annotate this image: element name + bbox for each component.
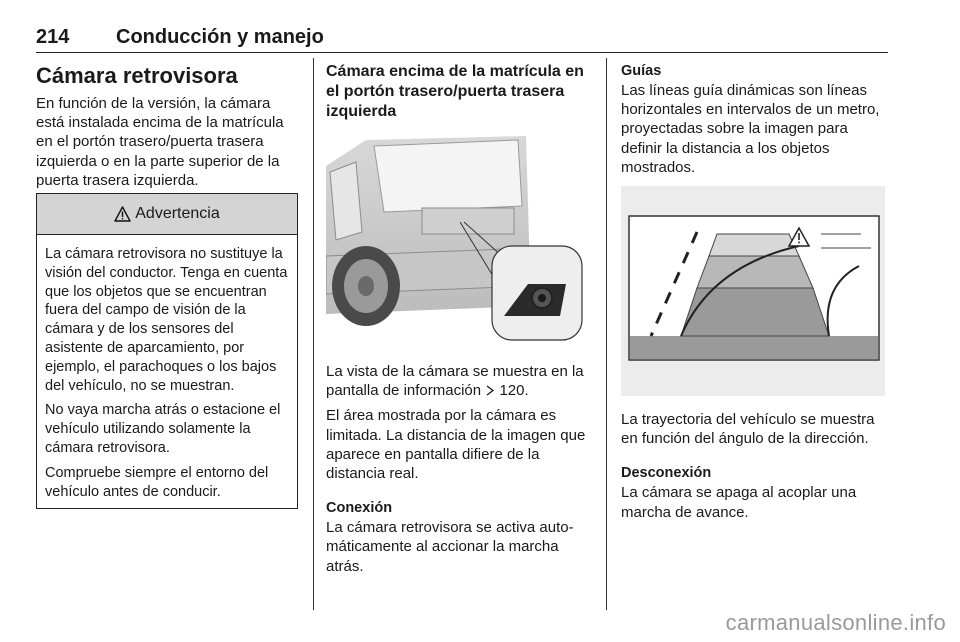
warning-box (36, 193, 298, 509)
warning-paragraph: Compruebe siempre el entorno del vehículo antes de conducir. (45, 464, 269, 500)
guides-paragraph: Las líneas guía dinámicas son líneas horizontales en intervalos de un metro, proyectadas sobre la imagen para definir la distancia a los objetos mostrados. (621, 82, 880, 176)
connection-paragraph: La cámara retrovisora se activa automáticamente al accionar la marcha atrás. (326, 519, 574, 575)
trajectory-text (621, 410, 886, 522)
warning-paragraph: La cámara retrovisora no sustituye la visión del conductor. Tenga en cuenta que los objetos que se encuentran fuera del campo de visión de la cámara y de los sensores del asistente de aparcamiento, por ejemplo, el parachoques o los bajos del vehículo, no se muestran. (45, 246, 288, 394)
column-middle (326, 62, 588, 122)
rear-camera-illustration (326, 136, 586, 342)
section-heading: Cámara retrovisora (36, 63, 238, 88)
page-number: 214 (36, 26, 70, 48)
trajectory-paragraph: La trayectoria del vehículo se muestra en función del ángulo de la dirección. (621, 411, 875, 448)
column-divider (606, 58, 607, 610)
camera-display-illustration (621, 186, 885, 396)
intro-paragraph: En función de la versión, la cámara está instalada encima de la matrícula en el portón trasero/puerta trasera izquierda o en la parte superior de la puerta trasera izquierda. (36, 95, 284, 189)
column-left (36, 62, 300, 190)
camera-heading: Cámara encima de la matrícula en el portón trasero/puerta trasera izquierda (326, 63, 584, 120)
camera-text (326, 362, 588, 576)
page-reference-arrow-icon (485, 385, 495, 396)
warning-paragraph: No vaya marcha atrás o estacione el vehículo utilizando solamente la cámara retrovisora. (45, 402, 281, 456)
warning-header (37, 194, 297, 235)
column-right (621, 62, 886, 177)
warning-title: Advertencia (135, 205, 220, 222)
disconnect-heading: Desconexión (621, 465, 712, 482)
display-paragraph: La vista de la cámara se muestra en la pantalla de información (326, 363, 584, 400)
watermark: carmanualsonline.info (725, 610, 946, 635)
warning-body (37, 235, 297, 501)
guides-heading: Guías (621, 63, 662, 79)
page-reference[interactable]: 120. (499, 382, 529, 400)
disconnect-paragraph: La cámara se apaga al acoplar una marcha de avance. (621, 484, 857, 521)
column-divider (313, 58, 314, 610)
page-header (36, 26, 888, 53)
connection-heading: Conexión (326, 500, 393, 517)
limitation-paragraph: El área mostrada por la cámara es limitada. La distancia de la imagen que aparece en pantalla difiere de la distancia real. (326, 407, 586, 483)
section-title: Conducción y manejo (116, 26, 324, 48)
warning-triangle-icon (114, 206, 131, 222)
